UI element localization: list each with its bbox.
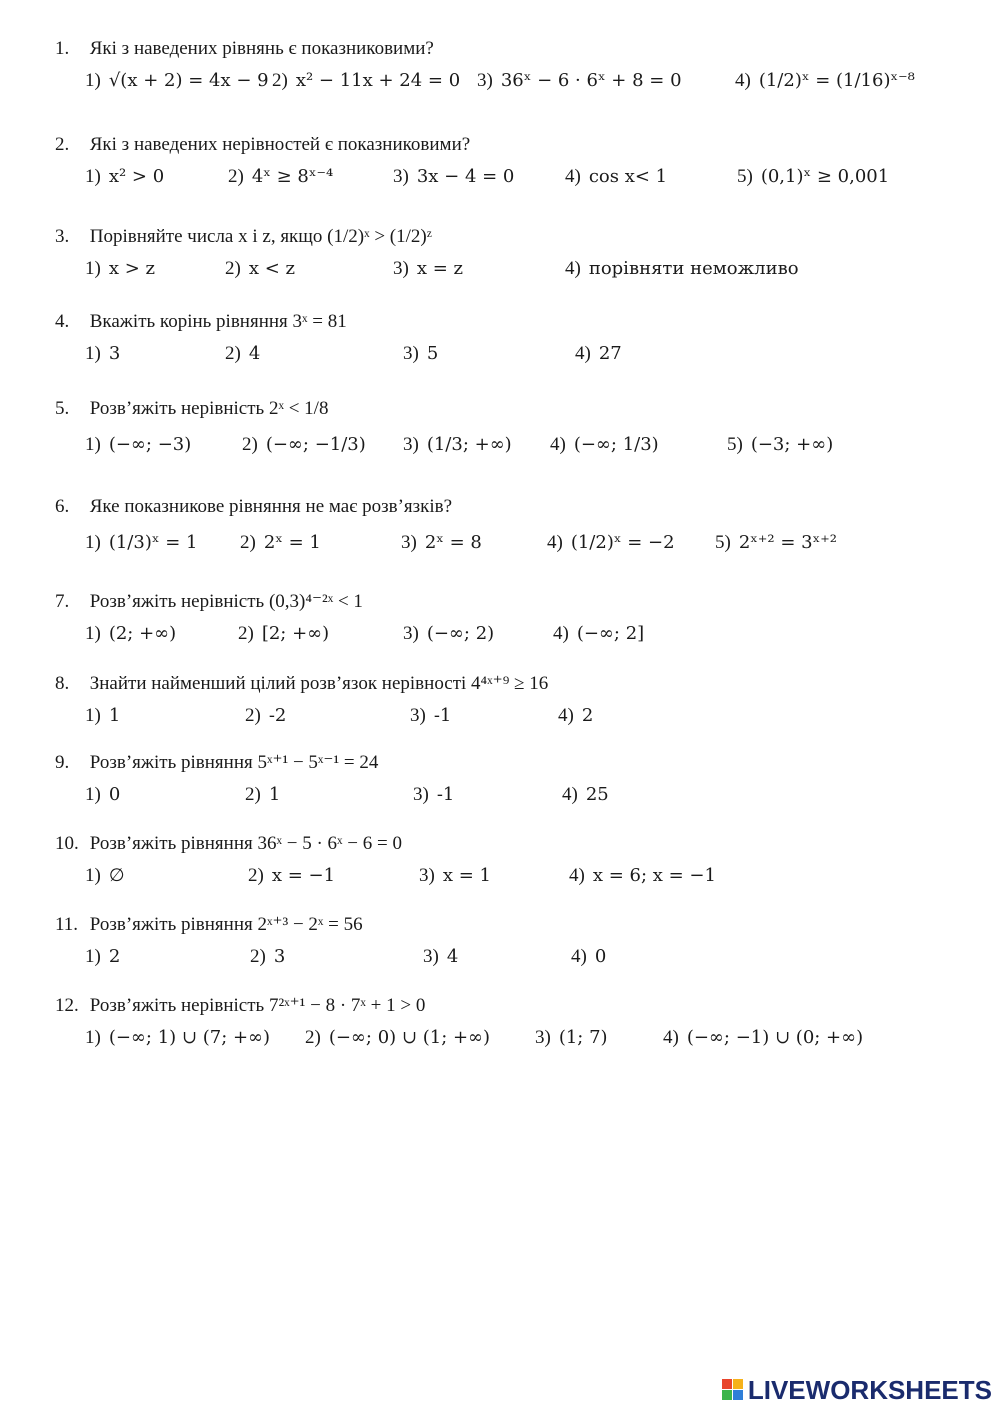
option-4[interactable]: 4) 0 [571,946,607,967]
question-text: Розв’яжіть нерівність (0,3)⁴⁻²ˣ < 1 [89,591,363,612]
brand-watermark [722,1373,992,1407]
option-5[interactable]: 5) 2ˣ⁺² = 3ˣ⁺² [715,532,837,553]
question-12 [55,993,975,1053]
question-text: Які з наведених рівнянь є показниковими? [89,38,434,59]
question-text: Знайти найменший цілий розв’язок нерівності 4⁴ˣ⁺⁹ ≥ 16 [89,673,549,694]
option-2[interactable]: 2) -2 [245,705,287,726]
question-number: 9. [55,752,70,773]
option-1[interactable]: 1) (1/3)ˣ = 1 [85,532,198,553]
option-2[interactable]: 2) x < z [225,258,295,279]
option-1[interactable]: 1) ∅ [85,865,125,886]
question-5 [55,396,975,456]
option-3[interactable]: 3) 4 [423,946,459,967]
question-text: Порівняйте числа x і z, якщо (1/2)ˣ > (1/2)ᶻ [89,226,432,247]
question-9 [55,750,975,810]
option-1[interactable]: 1) x > z [85,258,155,279]
option-4[interactable]: 4) (1/2)ˣ = −2 [547,532,675,553]
question-number: 3. [55,226,70,247]
option-1[interactable]: 1) (2; +∞) [85,623,177,644]
question-number: 6. [55,496,70,517]
question-text: Розв’яжіть нерівність 2ˣ < 1/8 [89,398,329,419]
question-4 [55,309,975,369]
option-2[interactable]: 2) 2ˣ = 1 [240,532,321,553]
option-3[interactable]: 3) 2ˣ = 8 [401,532,482,553]
option-4[interactable]: 4) x = 6; x = −1 [569,865,716,886]
option-5[interactable]: 5) (0,1)ˣ ≥ 0,001 [737,166,890,187]
option-1[interactable]: 1) (−∞; −3) [85,434,192,455]
question-number: 10. [55,833,79,854]
option-3[interactable]: 3) 36ˣ − 6 · 6ˣ + 8 = 0 [477,70,682,91]
option-5[interactable]: 5) (−3; +∞) [727,434,834,455]
question-3 [55,224,975,284]
option-1[interactable]: 1) (−∞; 1) ∪ (7; +∞) [85,1027,271,1048]
option-4[interactable]: 4) 27 [575,343,622,364]
option-1[interactable]: 1) 0 [85,784,121,805]
question-number: 8. [55,673,70,694]
option-4[interactable]: 4) (−∞; −1) ∪ (0; +∞) [663,1027,864,1048]
option-1[interactable]: 1) 1 [85,705,121,726]
question-number: 4. [55,311,70,332]
option-1[interactable]: 1) 3 [85,343,121,364]
option-2[interactable]: 2) 4ˣ ≥ 8ˣ⁻⁴ [228,166,334,187]
option-4[interactable]: 4) 2 [558,705,594,726]
option-3[interactable]: 3) -1 [410,705,452,726]
question-number: 11. [55,914,79,935]
option-2[interactable]: 2) x² − 11x + 24 = 0 [272,70,461,91]
question-text: Яке показникове рівняння не має розв’язків? [89,496,453,517]
option-3[interactable]: 3) 5 [403,343,439,364]
question-text: Вкажіть корінь рівняння 3ˣ = 81 [89,311,347,332]
question-number: 12. [55,995,79,1016]
option-3[interactable]: 3) -1 [413,784,455,805]
option-4[interactable]: 4) (−∞; 2] [553,623,645,644]
option-2[interactable]: 2) [2; +∞) [238,623,330,644]
option-3[interactable]: 3) x = 1 [419,865,491,886]
option-3[interactable]: 3) (1; 7) [535,1027,608,1048]
option-2[interactable]: 2) 4 [225,343,261,364]
option-3[interactable]: 3) x = z [393,258,463,279]
question-11 [55,912,975,972]
option-2[interactable]: 2) (−∞; −1/3) [242,434,366,455]
question-text: Які з наведених нерівностей є показниковими? [89,134,471,155]
brand-name: LIVEWORKSHEETS [747,1374,992,1405]
question-10 [55,831,975,891]
question-8 [55,671,975,731]
question-text: Розв’яжіть рівняння 2ˣ⁺³ − 2ˣ = 56 [89,914,363,935]
option-1[interactable]: 1) x² > 0 [85,166,165,187]
question-7 [55,589,975,649]
option-1[interactable]: 1) 2 [85,946,121,967]
question-number: 2. [55,134,70,155]
option-2[interactable]: 2) 1 [245,784,281,805]
option-1[interactable]: 1) √(x + 2) = 4x − 9 [85,70,269,91]
question-text: Розв’яжіть нерівність 7²ˣ⁺¹ − 8 · 7ˣ + 1 > 0 [89,995,426,1016]
question-number: 5. [55,398,70,419]
liveworksheets-logo-icon [722,1379,744,1401]
option-4[interactable]: 4) 25 [562,784,609,805]
option-4[interactable]: 4) cos x< 1 [565,166,668,187]
question-text: Розв’яжіть рівняння 5ˣ⁺¹ − 5ˣ⁻¹ = 24 [89,752,379,773]
option-4[interactable]: 4) (−∞; 1/3) [550,434,659,455]
option-3[interactable]: 3) (1/3; +∞) [403,434,512,455]
question-6 [55,494,975,554]
option-3[interactable]: 3) (−∞; 2) [403,623,495,644]
question-number: 1. [55,38,70,59]
option-4[interactable]: 4) (1/2)ˣ = (1/16)ˣ⁻⁸ [735,70,915,91]
question-number: 7. [55,591,70,612]
option-3[interactable]: 3) 3x − 4 = 0 [393,166,515,187]
option-2[interactable]: 2) (−∞; 0) ∪ (1; +∞) [305,1027,491,1048]
question-1 [55,36,975,96]
question-2 [55,132,975,192]
option-2[interactable]: 2) x = −1 [248,865,336,886]
question-text: Розв’яжіть рівняння 36ˣ − 5 · 6ˣ − 6 = 0 [89,833,402,854]
option-2[interactable]: 2) 3 [250,946,286,967]
option-4[interactable]: 4) порівняти неможливо [565,258,799,279]
